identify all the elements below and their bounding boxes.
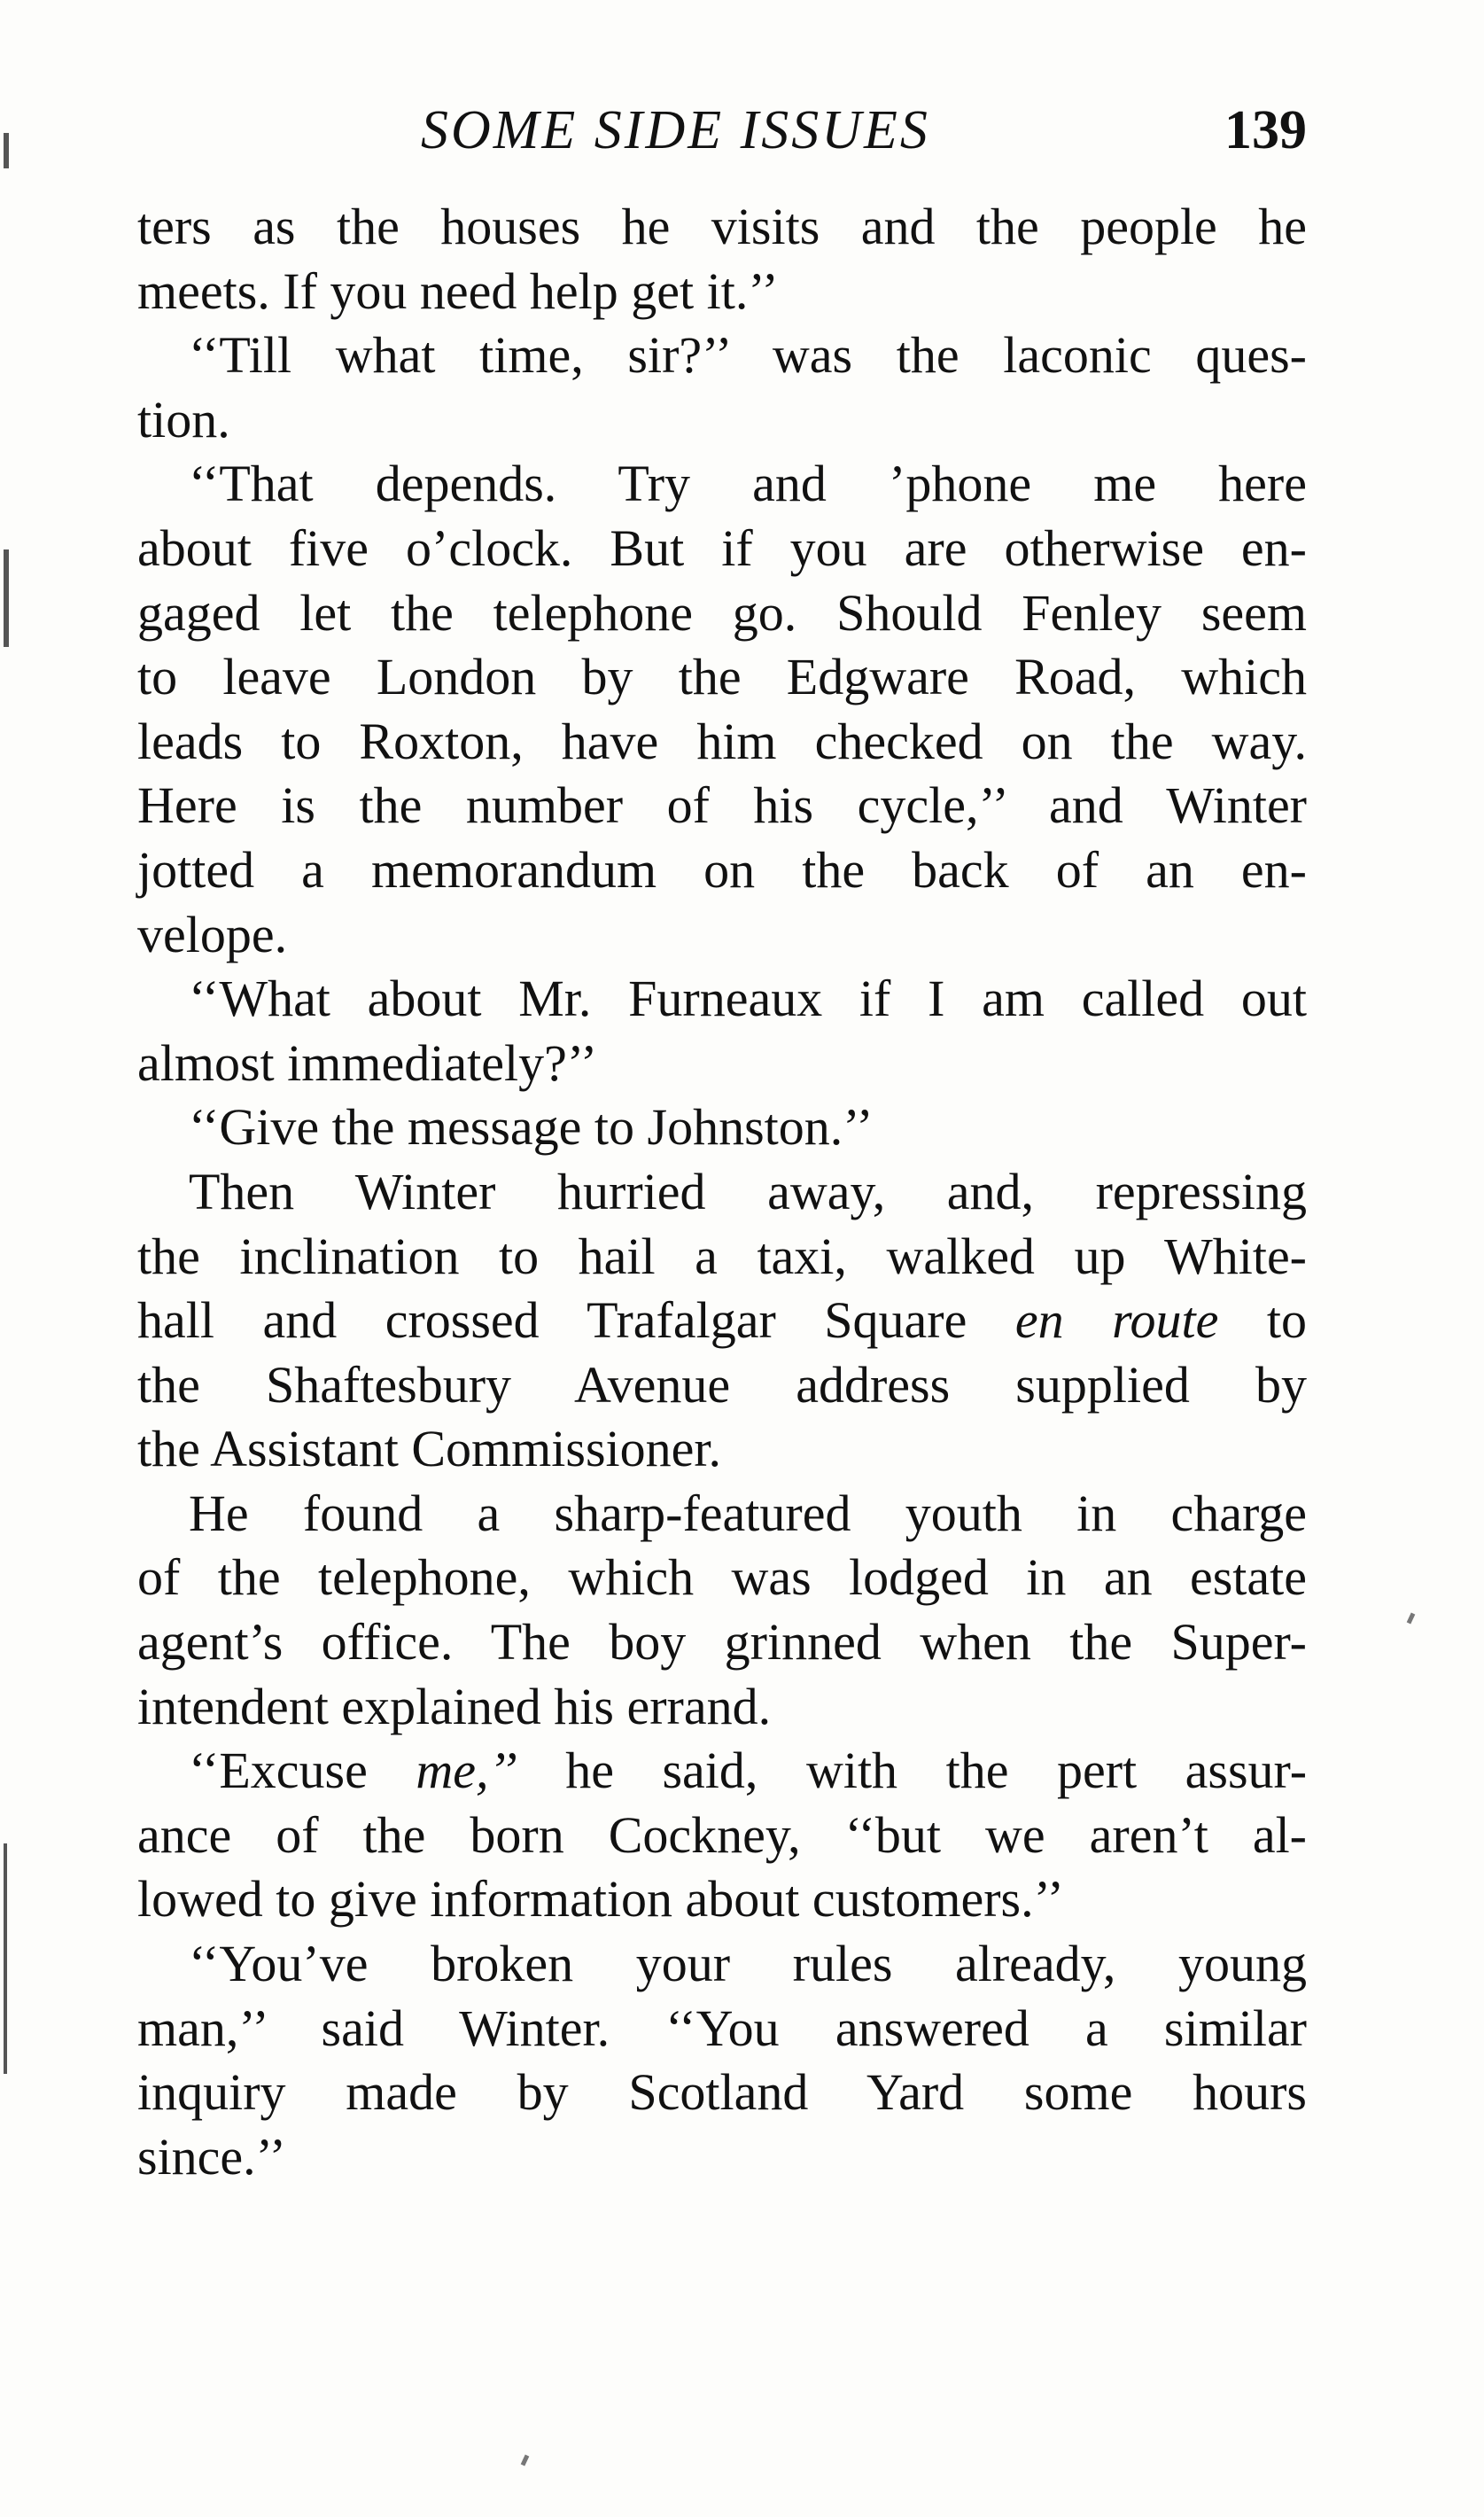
text-line: almost immediately?’’: [137, 1033, 598, 1092]
page-number: 139: [1224, 100, 1307, 160]
text-line: intendent explained his errand.: [137, 1677, 772, 1735]
running-title: SOME SIDE ISSUES: [421, 100, 930, 160]
text-line: the Shaftesbury Avenue address supplied by: [137, 1355, 1307, 1414]
text-line: lowed to give information about customers.’’: [137, 1870, 1064, 1929]
text-line: ‘‘Till what time, sir?’’ was the laconic ques-: [189, 326, 1307, 385]
text-line: ‘‘What about Mr. Furneaux if I am called out: [189, 970, 1307, 1028]
text-line: the inclination to hail a taxi, walked up White-: [137, 1227, 1307, 1285]
text-line: jotted a memorandum on the back of an en-: [137, 840, 1307, 899]
text-line: ance of the born Cockney, ‘‘but we aren’t al-: [137, 1805, 1307, 1864]
text-line: about five o’clock. But if you are otherwise en-: [137, 518, 1307, 577]
body-text: [137, 195, 1307, 2189]
text-line: He found a sharp-featured youth in charge: [189, 1484, 1307, 1542]
text-line: gaged let the telephone go. Should Fenley seem: [137, 583, 1307, 642]
italic-phrase: me,’’: [416, 1742, 517, 1800]
text-line: leads to Roxton, have him checked on the way.: [137, 712, 1307, 770]
text-line: ters as the houses he visits and the people he: [137, 198, 1307, 255]
text-line: ‘‘You’ve broken your rules already, young: [189, 1935, 1307, 1993]
text-line-with-italic: [137, 1289, 1307, 1353]
text-line: the Assistant Commissioner.: [137, 1420, 721, 1478]
text-line: agent’s office. The boy grinned when the Super-: [137, 1613, 1307, 1672]
text-run: ‘‘Excuse: [189, 1742, 368, 1800]
text-line: inquiry made by Scotland Yard some hours: [137, 2063, 1307, 2122]
text-run: to: [1266, 1291, 1307, 1350]
text-line: ‘‘That depends. Try and ’phone me here: [189, 455, 1307, 513]
text-run: hall and crossed Trafalgar Square: [137, 1291, 967, 1350]
text-line-with-italic: [137, 1739, 1307, 1804]
text-line: ‘‘Give the message to Johnston.’’: [189, 1098, 874, 1157]
text-line: velope.: [137, 905, 288, 963]
text-line: man,’’ said Winter. ‘‘You answered a similar: [137, 1999, 1307, 2057]
stray-mark: [1407, 1613, 1416, 1625]
text-line: tion.: [137, 390, 230, 448]
italic-phrase: en route: [1014, 1291, 1219, 1350]
text-line: Then Winter hurried away, and, repressing: [189, 1162, 1307, 1220]
text-line: meets. If you need help get it.’’: [137, 261, 779, 320]
text-line: since.’’: [137, 2127, 286, 2186]
text-line: of the telephone, which was lodged in an estate: [137, 1548, 1307, 1607]
gutter-mark: [4, 1843, 7, 2074]
stray-mark: [521, 2455, 530, 2466]
gutter-mark: [4, 549, 9, 647]
running-head: [137, 99, 1307, 179]
text-run: he said, with the pert assur-: [565, 1742, 1308, 1800]
gutter-mark: [4, 133, 9, 168]
text-line: Here is the number of his cycle,’’ and Winter: [137, 776, 1307, 835]
text-line: to leave London by the Edgware Road, which: [137, 648, 1307, 706]
